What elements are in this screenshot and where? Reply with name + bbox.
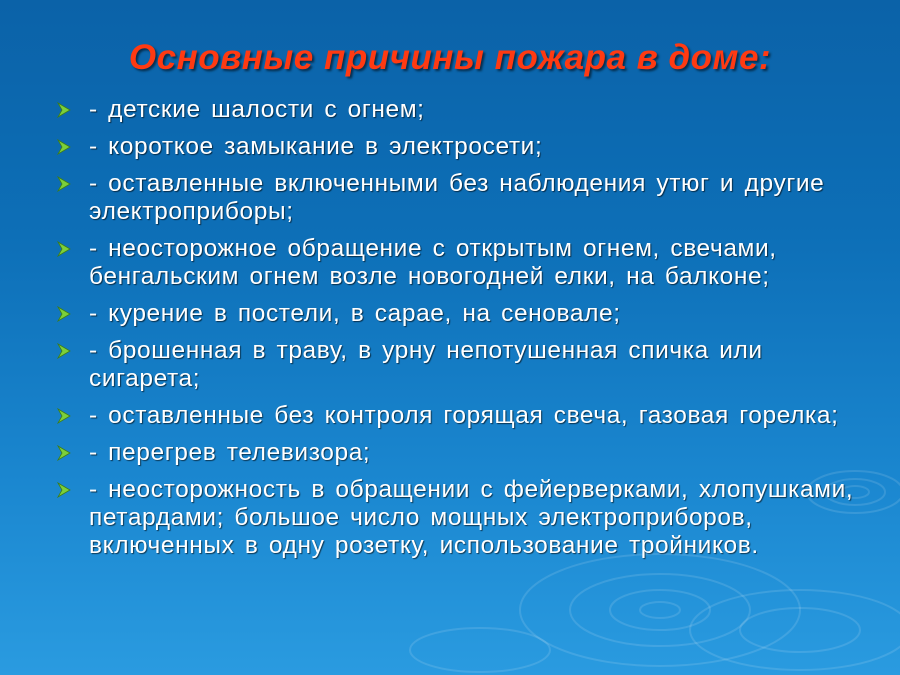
arrow-head-bullet-icon — [56, 445, 72, 461]
list-item — [56, 439, 856, 467]
list-item-text: - перегрев телевизора; — [89, 439, 371, 466]
list-item-text: - брошенная в траву, в урну непотушенная спичка или сигарета; — [89, 337, 763, 392]
arrow-head-bullet-icon — [56, 241, 72, 257]
list-item — [56, 337, 856, 393]
arrow-head-bullet-icon — [56, 408, 72, 424]
list-item-text: - неосторожное обращение с открытым огнем, свечами, бенгальским огнем возле новогодней елки, на балконе; — [89, 235, 777, 290]
list-item-text: - оставленные без контроля горящая свеча, газовая горелка; — [89, 402, 839, 429]
list-item-text: - детские шалости с огнем; — [89, 96, 425, 123]
list-item-text: - короткое замыкание в электросети; — [89, 133, 543, 160]
arrow-head-bullet-icon — [56, 102, 72, 118]
causes-list — [56, 96, 856, 569]
list-item — [56, 300, 856, 328]
list-item-text: - оставленные включенными без наблюдения утюг и другие электроприборы; — [89, 170, 825, 225]
list-item-text: - неосторожность в обращении с фейерверками, хлопушками, петардами; большое число мощных электроприборов, включенных в одну розетку, использование тройников. — [89, 476, 854, 559]
list-item — [56, 170, 856, 226]
arrow-head-bullet-icon — [56, 139, 72, 155]
list-item — [56, 476, 856, 560]
arrow-head-bullet-icon — [56, 343, 72, 359]
slide-title: Основные причины пожара в доме: — [128, 38, 772, 77]
list-item — [56, 402, 856, 430]
list-item — [56, 133, 856, 161]
list-item — [56, 235, 856, 291]
list-item-text: - курение в постели, в сарае, на сеновале; — [89, 300, 621, 327]
arrow-head-bullet-icon — [56, 306, 72, 322]
list-item — [56, 96, 856, 124]
arrow-head-bullet-icon — [56, 176, 72, 192]
arrow-head-bullet-icon — [56, 482, 72, 498]
